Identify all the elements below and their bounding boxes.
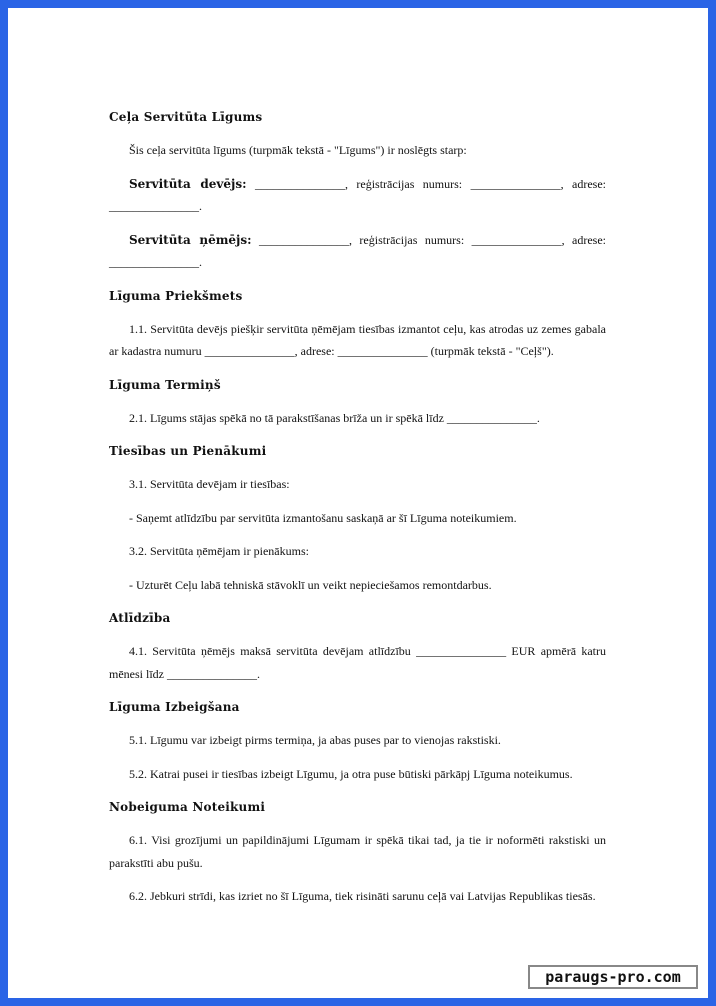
clause-6-2: 6.2. Jebkuri strīdi, kas izriet no šī Līguma, tiek risināti sarunu ceļā vai Latvijas Republikas tiesās. [129, 889, 596, 903]
document-page [8, 8, 708, 998]
party-grantor-details: _______________, reģistrācijas numurs: _______________, adrese: _______________. [109, 176, 606, 213]
clause-5-2: 5.2. Katrai pusei ir tiesības izbeigt Līgumu, ja otra puse būtiski pārkāpj Līguma noteikumus. [129, 766, 573, 781]
document-content [109, 106, 606, 919]
clause-4-1: 4.1. Servitūta ņēmējs maksā servitūta devējam atlīdzību _______________ EUR apmērā katru mēnesi līdz _______________. [109, 644, 606, 681]
party-grantee [109, 229, 606, 274]
section-heading-subject: Līguma Priekšmets [109, 288, 243, 303]
watermark-logo: paraugs-pro.com [528, 965, 698, 989]
clause-5-1: 5.1. Līgumu var izbeigt pirms termiņa, ja abas puses par to vienojas rakstiski. [129, 733, 501, 747]
clause-6-1: 6.1. Visi grozījumi un papildinājumi Līgumam ir spēkā tikai tad, ja tie ir noformēti rakstiski un parakstīti abu pušu. [109, 833, 606, 870]
clause-3-2: 3.2. Servitūta ņēmējam ir pienākums: [129, 544, 309, 558]
section-heading-rights: Tiesības un Pienākumi [109, 444, 267, 458]
intro-paragraph: Šis ceļa servitūta līgums (turpmāk tekstā - "Līgums") ir noslēgts starp: [129, 143, 467, 157]
party-grantee-label: Servitūta ņēmējs: [129, 232, 252, 247]
clause-2-1: 2.1. Līgums stājas spēkā no tā parakstīšanas brīža un ir spēkā līdz _______________. [129, 410, 540, 425]
party-grantor-label: Servitūta devējs: [129, 176, 247, 191]
section-heading-final: Nobeiguma Noteikumi [109, 800, 266, 814]
clause-1-1: 1.1. Servitūta devējs piešķir servitūta ņēmējam tiesības izmantot ceļu, kas atrodas uz zemes gabala ar kadastra numuru _______________, adrese: _______________ (turpmāk tekstā - "Ceļš"). [109, 321, 606, 358]
section-heading-compensation: Atlīdzība [109, 611, 171, 625]
party-grantor [109, 173, 606, 218]
party-grantee-details: _______________, reģistrācijas numurs: _______________, adrese: _______________. [109, 232, 606, 269]
clause-3-1-item: - Saņemt atlīdzību par servitūta izmantošanu saskaņā ar šī Līguma noteikumiem. [129, 510, 517, 525]
clause-3-1: 3.1. Servitūta devējam ir tiesības: [129, 477, 290, 491]
clause-3-2-item: - Uzturēt Ceļu labā tehniskā stāvoklī un veikt nepieciešamos remontdarbus. [129, 577, 492, 592]
section-heading-termination: Līguma Izbeigšana [109, 700, 240, 714]
document-title: Ceļa Servitūta Līgums [109, 110, 263, 124]
section-heading-term: Līguma Termiņš [109, 377, 221, 392]
